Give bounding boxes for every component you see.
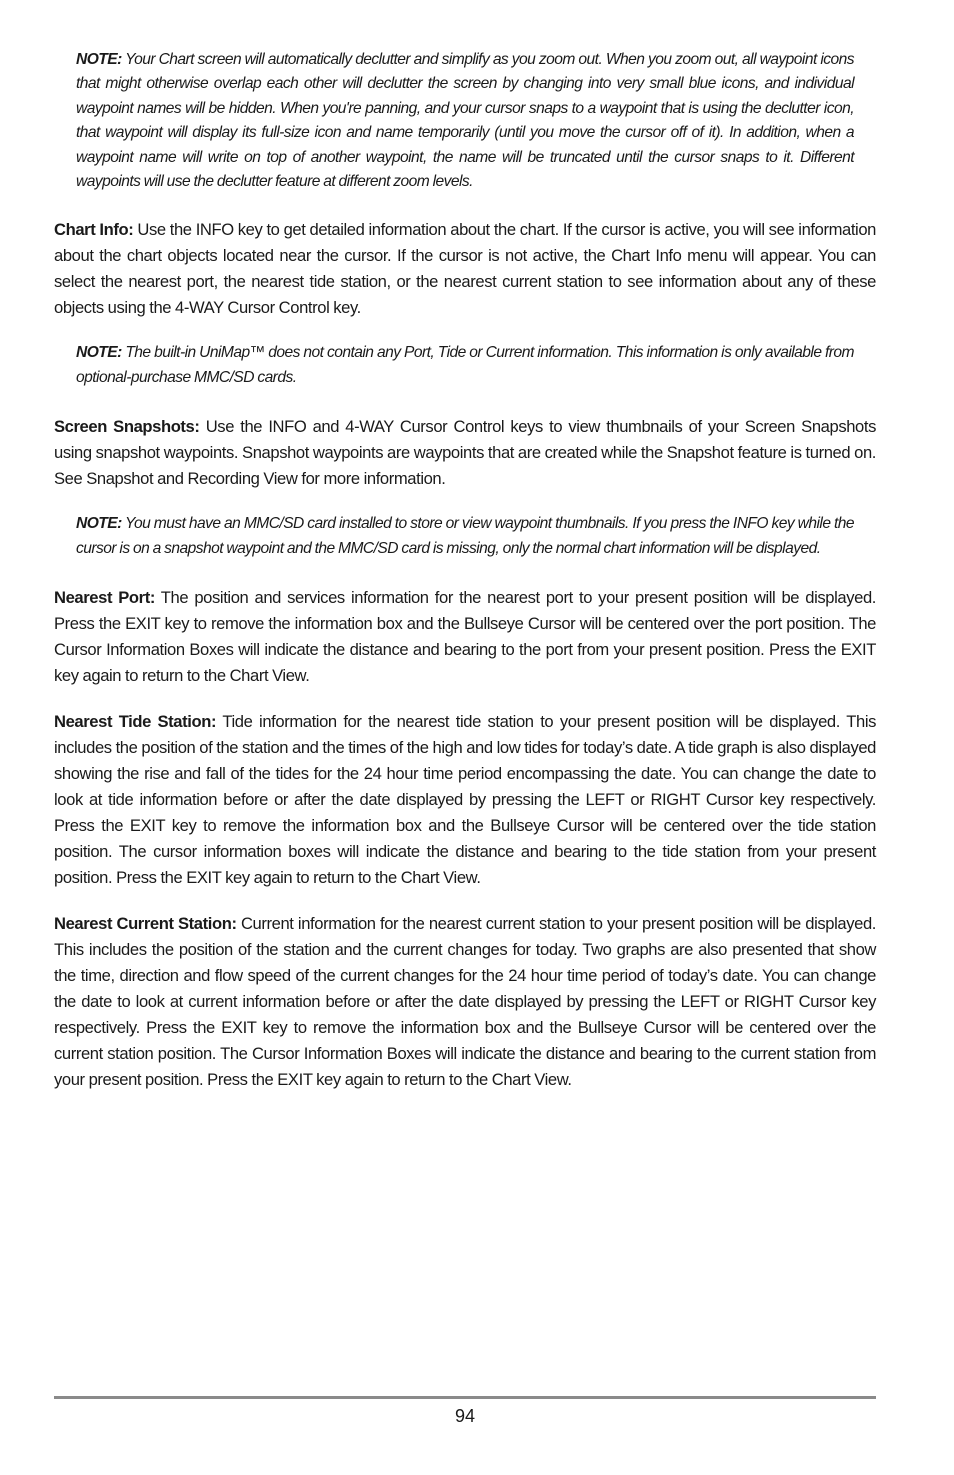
note-label: NOTE: (76, 515, 122, 533)
note-label: NOTE: (76, 344, 122, 362)
note-declutter (76, 48, 854, 194)
section-heading: Chart Info: (54, 220, 134, 240)
note-mmc-card (76, 512, 854, 561)
note-text: You must have an MMC/SD card installed to store or view waypoint thumbnails. If you press the INFO key while the cursor is on a snapshot waypoint and the MMC/SD card is missing, only the normal chart information will be displayed. (76, 515, 854, 557)
note-unimap (76, 341, 854, 390)
section-text: Current information for the nearest current station to your present position will be displayed. This includes the position of the station and the current changes for today. Two graphs are also presented that show the time, direction and flow speed of the current changes for the 24 hour time period of today’s date. You can change the date to look at current information before or after the date displayed by pressing the LEFT or RIGHT Cursor key respectively. Press the EXIT key to remove the information box and the Bullseye Cursor will be centered over the current station position. The Cursor Information Boxes will indicate the distance and bearing to the current station from your present position. Press the EXIT key again to return to the Chart View. (54, 914, 877, 1090)
note-label: NOTE: (76, 51, 122, 68)
section-text: Tide information for the nearest tide station to your present position will be displayed. This includes the position of the station and the times of the high and low tides for today’s date. A tide graph is also displayed showing the rise and fall of the tides for the 24 hour time period encompassing the date. You can change the date to look at tide information before or after the date displayed by pressing the LEFT or RIGHT Cursor key respectively. Press the EXIT key to remove the information box and the Bullseye Cursor will be centered over the tide station position. The cursor information boxes will indicate the distance and bearing to the tide station from your present position. Press the EXIT key again to return to the Chart View. (54, 712, 877, 888)
page-number: 94 (454, 1406, 476, 1426)
section-heading: Nearest Port: (54, 588, 155, 608)
section-text: The position and services information for the nearest port to your present position will be displayed. Press the EXIT key to remove the information box and the Bullseye Cursor will be centered over the port position. The Cursor Information Boxes will indicate the distance and bearing to the port from your present position. Press the EXIT key again to return to the Chart View. (54, 588, 876, 686)
note-text: Your Chart screen will automatically declutter and simplify as you zoom out. When you zoom out, all waypoint icons that might otherwise overlap each other will declutter the screen by changing into very small blue icons, and individual waypoint names will be hidden. When you're panning, and your cursor snaps to a waypoint that is using the declutter icon, that waypoint will display its full-size icon and name temporarily (until you move the cursor off of it). In addition, when a waypoint name will write on top of another waypoint, the name will be truncated until the cursor snaps to it. Different waypoints will use the declutter feature at different zoom levels. (76, 51, 854, 191)
section-screen-snapshots (54, 414, 876, 492)
section-chart-info (54, 217, 876, 321)
section-text: Use the INFO and 4-WAY Cursor Control keys to view thumbnails of your Screen Snapshots using snapshot waypoints. Snapshot waypoints are waypoints that are created while the Snapshot feature is turned on. See Snapshot and Recording View for more information. (54, 417, 876, 489)
page-body (54, 48, 876, 1093)
section-text: Use the INFO key to get detailed information about the chart. If the cursor is active, you will see information about the chart objects located near the cursor. If the cursor is not active, the Chart Info menu will appear. You can select the nearest port, the nearest tide station, or the nearest current station to see information about any of these objects using the 4-WAY Cursor Control key. (54, 220, 876, 318)
note-text: The built-in UniMap™ does not contain any Port, Tide or Current information. This information is only available from optional-purchase MMC/SD cards. (76, 344, 854, 386)
section-nearest-tide-station (54, 709, 876, 891)
section-nearest-current-station (54, 911, 876, 1093)
section-nearest-port (54, 585, 876, 689)
footer-divider (54, 1396, 876, 1399)
section-heading: Screen Snapshots: (54, 417, 200, 437)
section-heading: Nearest Tide Station: (54, 712, 217, 732)
section-heading: Nearest Current Station: (54, 914, 237, 934)
